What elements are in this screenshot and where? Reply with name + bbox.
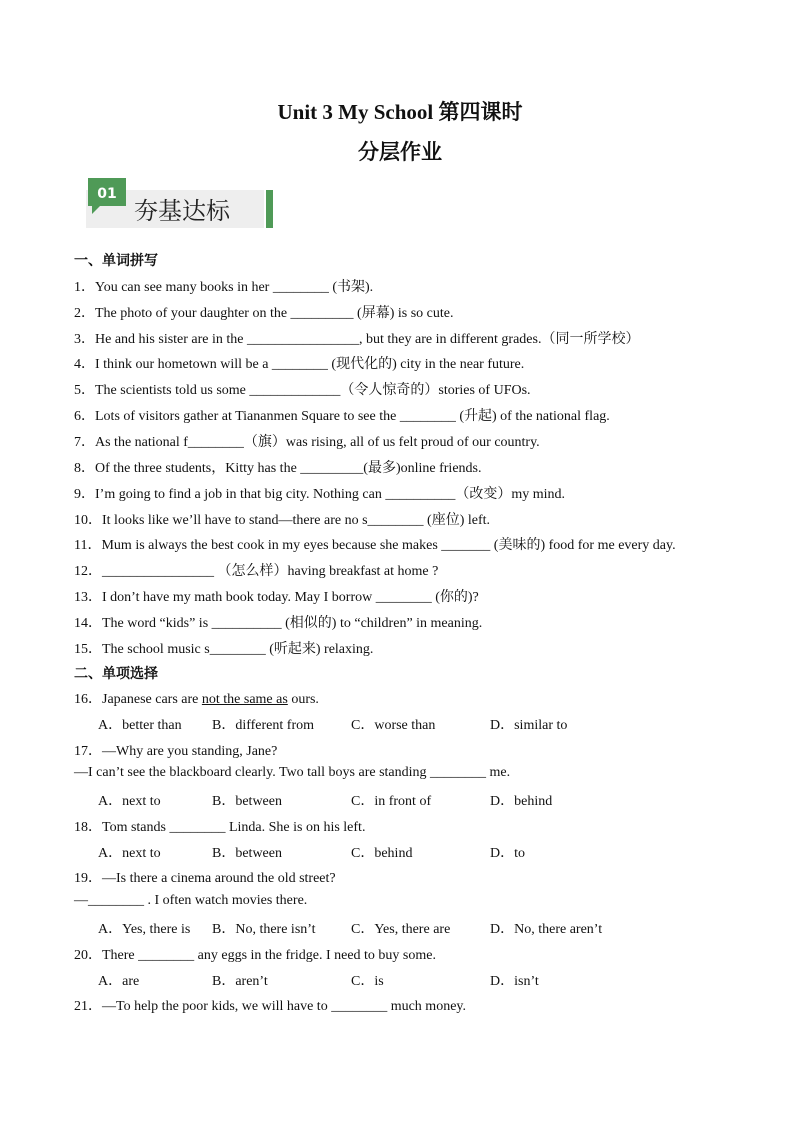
option-c: C．is [351, 974, 384, 989]
page-subtitle: 分层作业 [358, 140, 442, 164]
section-heading-choice: 二、单项选择 [74, 666, 158, 682]
option-a: A．better than [98, 718, 182, 733]
option-b: B．between [212, 794, 282, 809]
question-16-options [98, 714, 718, 734]
option-d: D．similar to [490, 718, 568, 733]
option-a: A．next to [98, 794, 161, 809]
option-c: C．in front of [351, 794, 432, 809]
question-11: 11．Mum is always the best cook in my eyes because she makes _______ (美味的) food for me every day. [74, 538, 676, 553]
question-17: 17．—Why are you standing, Jane? [74, 744, 278, 759]
option-d: D．behind [490, 794, 553, 809]
question-20: 20．There ________ any eggs in the fridge. I need to buy some. [74, 948, 436, 963]
section-banner [86, 176, 276, 230]
question-16-post: ours. [287, 692, 319, 707]
question-9: 9．I’m going to find a job in that big city. Nothing can __________（改变）my mind. [74, 487, 565, 502]
question-19: 19．—Is there a cinema around the old street? [74, 871, 336, 886]
question-16 [74, 688, 319, 708]
question-8: 8．Of the three students，Kitty has the _________(最多)online friends. [74, 461, 482, 476]
question-19-options [98, 918, 718, 938]
banner-label: 夯基达标 [134, 197, 230, 225]
question-14: 14．The word “kids” is __________ (相似的) to “children” in meaning. [74, 616, 483, 631]
question-21: 21．—To help the poor kids, we will have to ________ much money. [74, 999, 466, 1014]
option-b: B．aren’t [212, 974, 268, 989]
question-5: 5．The scientists told us some _____________（令人惊奇的）stories of UFOs. [74, 383, 531, 398]
question-4: 4．I think our hometown will be a ________ (现代化的) city in the near future. [74, 357, 525, 372]
question-12: 12．________________ （怎么样）having breakfast at home ? [74, 564, 439, 579]
question-7: 7．As the national f________（旗）was rising, all of us felt proud of our country. [74, 435, 540, 450]
option-c: C．behind [351, 846, 413, 861]
question-15: 15．The school music s________ (听起来) relaxing. [74, 642, 374, 657]
option-b: B．No, there isn’t [212, 922, 316, 937]
question-6: 6．Lots of visitors gather at Tiananmen Square to see the ________ (升起) of the national flag. [74, 409, 610, 424]
question-20-options [98, 970, 718, 990]
question-17-reply: —I can’t see the blackboard clearly. Two tall boys are standing ________ me. [74, 765, 511, 780]
question-2: 2．The photo of your daughter on the _________ (屏幕) is so cute. [74, 306, 454, 321]
page-title: Unit 3 My School 第四课时 [277, 100, 523, 124]
question-18-options [98, 842, 718, 862]
question-13: 13．I don’t have my math book today. May I borrow ________ (你的)? [74, 590, 479, 605]
question-17-options [98, 790, 718, 810]
option-d: D．No, there aren’t [490, 922, 603, 937]
option-c: C．Yes, there are [351, 922, 451, 937]
option-b: B．between [212, 846, 282, 861]
option-b: B．different from [212, 718, 314, 733]
question-16-underlined: not the same as [201, 692, 288, 707]
option-d: D．to [490, 846, 525, 861]
option-c: C．worse than [351, 718, 436, 733]
section-heading-spelling: 一、单词拼写 [74, 253, 158, 269]
option-a: A．Yes, there is [98, 922, 191, 937]
question-1: 1．You can see many books in her ________ (书架). [74, 280, 374, 295]
option-a: A．are [98, 974, 140, 989]
option-a: A．next to [98, 846, 161, 861]
question-10: 10．It looks like we’ll have to stand—there are no s________ (座位) left. [74, 513, 491, 528]
question-19-reply: —________ . I often watch movies there. [74, 893, 308, 908]
option-d: D．isn’t [490, 974, 539, 989]
question-3: 3．He and his sister are in the ________________, but they are in different grades.（同一所学校） [74, 332, 640, 347]
question-18: 18．Tom stands ________ Linda. She is on his left. [74, 820, 366, 835]
question-16-pre: 16．Japanese cars are [74, 692, 202, 707]
banner-number: 01 [97, 186, 117, 202]
